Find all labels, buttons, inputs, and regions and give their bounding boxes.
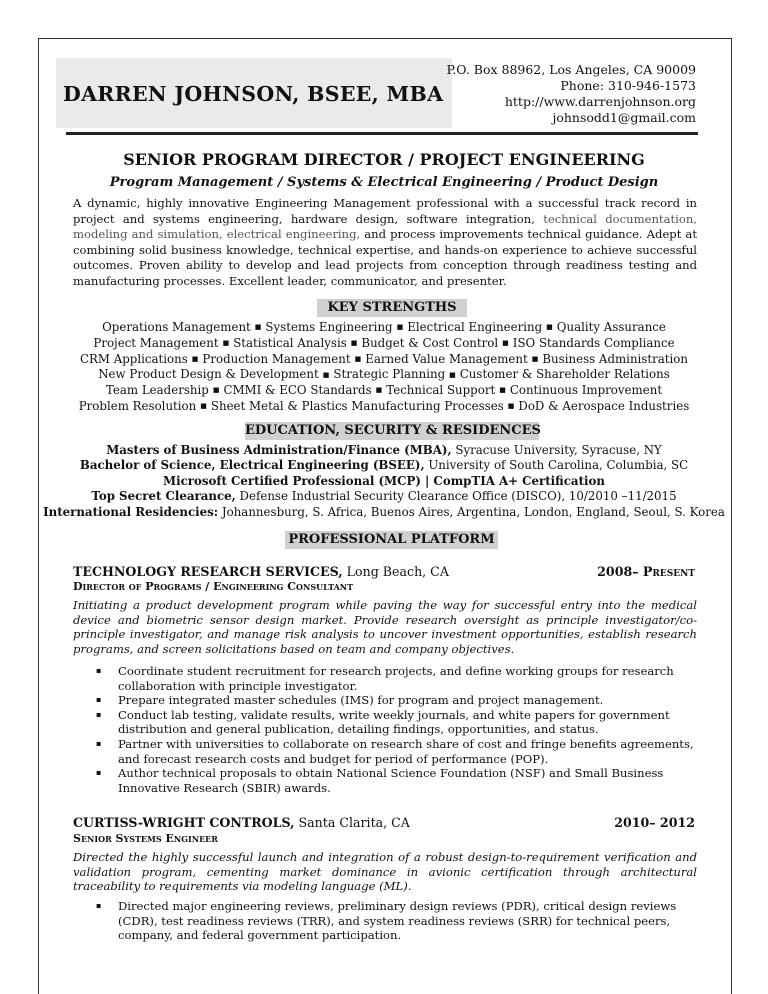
job-header [73, 815, 695, 830]
residencies-label: International Residencies: [43, 504, 219, 519]
bullet-square-icon: ■ [200, 402, 207, 411]
bullet-square-icon: ■ [354, 354, 362, 363]
bsee-school: University of South Carolina, Columbia, SC [424, 458, 689, 473]
bullet-square-icon: ■ [531, 354, 539, 363]
bullet-square-icon: ■ [322, 370, 330, 379]
job-bullet-text: Directed major engineering reviews, preliminary design reviews (PDR), critical design reviews (CDR), test readiness reviews (TRR), and system readiness reviews (SRR) for technical peers, company, and federal government participation. [118, 899, 677, 943]
job-dates: 2010– 2012 [614, 815, 695, 830]
clearance-label: Top Secret Clearance, [91, 489, 236, 504]
job-bullets [96, 899, 694, 943]
strength-item: Continuous Improvement [509, 383, 663, 398]
key-strengths-heading: KEY STRENGTHS [317, 299, 467, 317]
job-bullet-item [96, 766, 694, 795]
bullet-square-icon: ▪ [96, 695, 102, 705]
job-dates: 2008– Present [597, 564, 695, 579]
strength-item: Budget & Cost Control [361, 335, 499, 350]
header-rule [66, 132, 698, 135]
strength-item: Business Administration [542, 351, 689, 366]
contact-phone: Phone: 310-946-1573 [560, 78, 696, 93]
job-header [73, 564, 695, 579]
strengths-row [0, 367, 768, 383]
bullet-square-icon: ▪ [96, 738, 102, 748]
mba-degree: Masters of Business Administration/Finance (MBA), [106, 443, 452, 457]
bullet-square-icon: ■ [375, 386, 383, 395]
job-description: Initiating a product development program while paving the way for successful entry into the medical device and biometric sensor design market. Provide research oversight as principle investigator/co-principle investigator, and manage risk analysis to uncover investment opportunities, establish research programs, and screen solicitations based on team and company objectives. [73, 598, 697, 656]
platform-heading: PROFESSIONAL PLATFORM [285, 531, 498, 549]
job-bullets [96, 664, 694, 795]
summary-text-2: and process improvements technical guidance. Adept at combining solid business knowledge, technical expertise, and hands-on experience to achieve successful outcomes. Proven ability to develop and lead projects from conception through readiness testing and manufacturing processes. Excellent leader, communicator, and presenter. [73, 227, 698, 288]
job-location: Santa Clarita, CA [294, 815, 410, 830]
clearance-detail: Defense Industrial Security Clearance Office (DISCO), 10/2010 –11/2015 [235, 489, 677, 504]
bullet-square-icon: ▪ [96, 666, 102, 675]
candidate-name: DARREN JOHNSON, BSEE, MBA [63, 82, 444, 106]
job-bullet-text: Partner with universities to collaborate on research share of cost and fringe benefits agreements, and forecast research costs and budget for period of performance (POP). [118, 736, 694, 766]
resume-subtitle: Program Management / Systems & Electrical Engineering / Product Design [109, 175, 659, 190]
bullet-square-icon: ■ [396, 323, 404, 332]
bullet-square-icon: ■ [350, 339, 358, 347]
contact-website[interactable]: http://www.darrenjohnson.org [504, 94, 696, 109]
certifications: Microsoft Certified Professional (MCP) | CompTIA A+ Certification [163, 473, 605, 488]
strength-item: Sheet Metal & Plastics Manufacturing Processes [210, 398, 504, 413]
strength-item: Team Leadership [105, 383, 209, 398]
strength-item: Statistical Analysis [233, 335, 347, 350]
strength-item: Strategic Planning [333, 367, 446, 382]
bullet-square-icon: ■ [191, 354, 199, 363]
residencies-detail: Johannesburg, S. Africa, Buenos Aires, Argentina, London, England, Seoul, S. Korea [218, 504, 725, 519]
strength-item: DoD & Aerospace Industries [518, 398, 690, 413]
bullet-square-icon: ■ [222, 339, 230, 347]
bullet-square-icon: ■ [449, 370, 456, 379]
strength-item: Technical Support [386, 383, 496, 398]
bullet-square-icon: ■ [546, 323, 553, 332]
bullet-square-icon: ▪ [96, 901, 102, 910]
bullet-square-icon: ▪ [96, 709, 102, 719]
strength-item: CMMI & ECO Standards [223, 383, 372, 398]
bullet-square-icon: ■ [499, 386, 506, 395]
strength-item: Problem Resolution [78, 398, 197, 413]
job-role: Director of Programs / Engineering Consultant [73, 580, 354, 593]
key-strengths-list [0, 320, 768, 415]
mba-school: Syracuse University, Syracuse, NY [451, 443, 662, 457]
contact-address: P.O. Box 88962, Los Angeles, CA 90009 [446, 62, 696, 77]
job-bullet-text: Conduct lab testing, validate results, write weekly journals, and white papers for government distribution and general publication, detailing findings, opportunities, and status. [118, 707, 670, 737]
summary-highlight: technical documentation, modeling and simulation, electrical engineering, [73, 211, 697, 241]
education-heading: EDUCATION, SECURITY & RESIDENCES [245, 423, 541, 438]
education-mba [0, 443, 768, 458]
summary-text-1: A dynamic, highly innovative Engineering Management professional with a successful track record in project and systems engineering, hardware design, software integration, [73, 196, 697, 226]
education-bsee [0, 458, 768, 473]
security-clearance [0, 489, 768, 504]
job-company: TECHNOLOGY RESEARCH SERVICES, [73, 564, 343, 579]
strengths-row [0, 352, 768, 368]
bullet-square-icon: ■ [502, 339, 509, 347]
international-residencies [0, 505, 768, 520]
job-bullet-text: Author technical proposals to obtain National Science Foundation (NSF) and Small Business Innovative Research (SBIR) awards. [118, 766, 664, 795]
job-bullet-item [96, 899, 694, 943]
bullet-square-icon: ■ [254, 323, 262, 332]
job-bullet-item [96, 708, 694, 737]
strength-item: Customer & Shareholder Relations [459, 367, 670, 382]
job-bullet-item [96, 693, 694, 708]
bullet-square-icon: ▪ [96, 768, 102, 778]
job-location: Long Beach, CA [342, 564, 449, 579]
strengths-row [0, 336, 768, 352]
strength-item: Production Management [202, 351, 351, 366]
strengths-row [0, 399, 768, 415]
contact-email[interactable]: johnsodd1@gmail.com [552, 110, 696, 125]
contact-block [446, 62, 696, 126]
strength-item: Operations Management [102, 320, 251, 334]
strength-item: CRM Applications [79, 351, 188, 366]
strength-item: ISO Standards Compliance [512, 335, 675, 350]
strength-item: New Product Design & Development [98, 367, 319, 382]
resume-title: SENIOR PROGRAM DIRECTOR / PROJECT ENGINEERING [123, 150, 645, 169]
job-bullet-text: Prepare integrated master schedules (IMS) for program and project management. [118, 693, 604, 708]
summary-paragraph [73, 196, 697, 289]
job-description: Directed the highly successful launch and integration of a robust design-to-requirement verification and validation program, cementing market dominance in avionic certification through architectural traceability to requirements via modeling language (ML). [73, 850, 697, 894]
job-role: Senior Systems Engineer [73, 832, 218, 845]
job-bullet-item [96, 664, 694, 693]
strengths-row [0, 320, 768, 336]
strength-item: Electrical Engineering [407, 320, 543, 334]
strength-item: Quality Assurance [556, 320, 666, 334]
strengths-row [0, 383, 768, 399]
bullet-square-icon: ■ [212, 386, 220, 395]
strength-item: Project Management [93, 335, 219, 350]
job-company: CURTISS-WRIGHT CONTROLS, [73, 815, 295, 830]
bullet-square-icon: ■ [507, 402, 515, 411]
bsee-degree: Bachelor of Science, Electrical Engineering (BSEE), [79, 458, 425, 473]
job-bullet-text: Coordinate student recruitment for research projects, and define working groups for research collaboration with principle investigator. [118, 664, 674, 693]
job-bullet-item [96, 737, 694, 766]
strength-item: Earned Value Management [365, 351, 528, 366]
strength-item: Systems Engineering [265, 320, 393, 334]
education-block [0, 443, 768, 520]
